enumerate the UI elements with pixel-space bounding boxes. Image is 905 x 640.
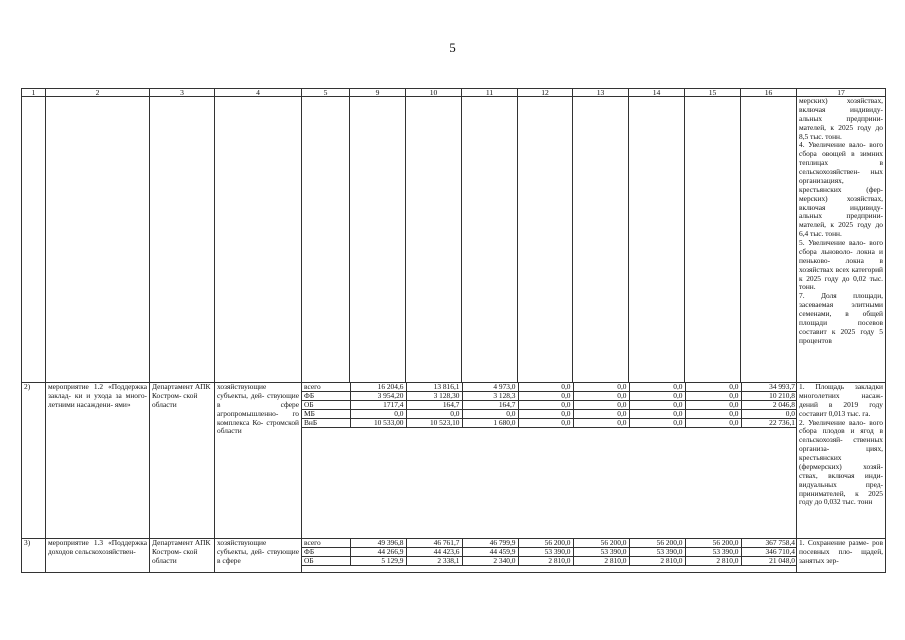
program-table [21,88,886,573]
finance-value: 164,7 [406,401,462,410]
results-text: 1. Сохранение разме- ров посевных пло- щадей, занятых зер- [797,539,886,573]
finance-value: 46 799,9 [462,539,518,548]
finance-value: 0,0 [573,401,629,410]
finance-value: 0,0 [518,401,573,410]
table-row-measure-1-2 [22,383,886,539]
finance-row-mb [302,410,797,419]
results-text: 1. Площадь закладки многолетних насаж- дений в 2019 году составит 0,013 тыс. га. 2. Увеличение вало- вого сбора плодов и ягод в сельскохозяй- ственных организа- циях, крестьянских (фермерских) хозяй- ствах, включая инди- видуальных пред- принимателей, к 2025 году до 0,032 тыс. тонн [797,383,886,539]
finance-row-vnb [302,419,797,428]
finance-value: 367 758,4 [741,539,797,548]
finance-value: 0,0 [573,410,629,419]
header-cell: 10 [406,89,462,97]
finance-value: 3 128,3 [462,392,518,401]
finance-value: 2 810,0 [629,557,685,566]
finance-value: 0,0 [573,419,629,428]
finance-value: 346 710,4 [741,548,797,557]
finance-row-total [302,539,797,548]
participants-text: хозяйствующие субъекты, дей- ствующие в сфере агропромышленно- го комплекса Ко- стромской области [215,383,302,539]
header-cell: 11 [462,89,518,97]
finance-row-ob [302,401,797,410]
header-cell: 4 [215,89,302,97]
header-cell: 17 [797,89,886,97]
finance-value: 0,0 [573,383,629,392]
finance-value: 10 210,8 [741,392,797,401]
finance-value: 49 396,8 [350,539,406,548]
header-cell: 3 [150,89,215,97]
finance-value: 0,0 [685,401,741,410]
finance-value: 0,0 [406,410,462,419]
finance-value: 5 129,9 [350,557,406,566]
finance-value: 53 390,0 [518,548,573,557]
header-cell: 14 [629,89,685,97]
header-cell: 16 [741,89,797,97]
finance-value: 13 816,1 [406,383,462,392]
funding-source: ВнБ [302,419,350,428]
finance-value: 0,0 [462,410,518,419]
continuation-results-text: мерских) хозяйствах, включая индивиду- альных предприни- мателей, к 2025 году до 8,5 тыс. тонн. 4. Увеличение вало- вого сбора овощей в зимних теплицах в сельскохозяйствен- ных организациях, крестьянских (фер- мерских) хозяйствах, включая индивиду- альных предприни- мателей, к 2025 году до 6,4 тыс. тонн. 5. Увеличение вало- вого сбора льноволо- локна и пеньково- локна в хозяйствах всех категорий к 2025 году до 0,02 тыс. тонн. 7. Доля площади, засеваемая элитными семенами, в общей площади посевов составит к 2025 году 5 процентов [797,97,886,383]
finance-value: 0,0 [685,383,741,392]
finance-value: 53 390,0 [573,548,629,557]
funding-source: ОБ [302,557,350,566]
finance-value: 0,0 [629,401,685,410]
executor-name: Департамент АПК Костром- ской области [150,383,215,539]
finance-value: 0,0 [629,410,685,419]
finance-value: 3 128,30 [406,392,462,401]
finance-value: 10 533,00 [350,419,406,428]
finance-value: 10 523,10 [406,419,462,428]
header-cell: 13 [573,89,629,97]
header-cell: 12 [518,89,573,97]
finance-value: 0,0 [629,419,685,428]
continuation-row [22,97,886,383]
header-cell: 5 [302,89,350,97]
header-cell: 1 [22,89,46,97]
finance-table [302,383,797,428]
finance-value: 0,0 [629,383,685,392]
finance-value: 56 200,0 [685,539,741,548]
finance-row-total [302,383,797,392]
finance-value: 0,0 [685,410,741,419]
funding-source: ОБ [302,401,350,410]
finance-value: 53 390,0 [629,548,685,557]
finance-value: 164,7 [462,401,518,410]
finance-value: 44 423,6 [406,548,462,557]
measure-name: мероприятие 1.2 «Поддержка заклад- ки и ухода за много- летними насаждени- ями» [46,383,150,539]
funding-source: всего [302,539,350,548]
finance-block [302,539,797,573]
finance-value: 44 266,9 [350,548,406,557]
finance-value: 1717,4 [350,401,406,410]
finance-value: 0,0 [685,419,741,428]
finance-value: 0,0 [518,419,573,428]
measure-name: мероприятие 1.3 «Поддержка доходов сельскохозяйствен- [46,539,150,573]
funding-source: всего [302,383,350,392]
finance-value: 56 200,0 [573,539,629,548]
finance-value: 2 810,0 [685,557,741,566]
finance-value: 16 204,6 [350,383,406,392]
finance-value: 0,0 [741,410,797,419]
finance-value: 21 048,0 [741,557,797,566]
header-cell: 9 [350,89,406,97]
finance-value: 0,0 [685,392,741,401]
finance-value: 53 390,0 [685,548,741,557]
finance-value: 2 810,0 [518,557,573,566]
participants-text: хозяйствующие субъекты, дей- ствующие в сфере [215,539,302,573]
finance-value: 56 200,0 [518,539,573,548]
finance-value: 34 993,7 [741,383,797,392]
finance-table [302,539,797,566]
finance-row-fb [302,548,797,557]
funding-source: МБ [302,410,350,419]
page-number: 5 [449,40,456,55]
finance-value: 56 200,0 [629,539,685,548]
executor-name: Департамент АПК Костром- ской области [150,539,215,573]
column-number-row [22,89,886,97]
finance-value: 1 680,0 [462,419,518,428]
finance-value: 0,0 [350,410,406,419]
finance-value: 2 810,0 [573,557,629,566]
header-cell: 2 [46,89,150,97]
finance-value: 0,0 [629,392,685,401]
header-cell: 15 [685,89,741,97]
finance-value: 22 736,1 [741,419,797,428]
finance-value: 0,0 [518,383,573,392]
finance-value: 0,0 [518,392,573,401]
row-number: 2) [22,383,46,539]
finance-value: 2 046,8 [741,401,797,410]
finance-row-ob [302,557,797,566]
finance-value: 0,0 [573,392,629,401]
funding-source: ФБ [302,548,350,557]
row-number: 3) [22,539,46,573]
finance-value: 2 340,0 [462,557,518,566]
finance-value: 4 973,0 [462,383,518,392]
table-row-measure-1-3 [22,539,886,573]
finance-row-fb [302,392,797,401]
finance-value: 2 338,1 [406,557,462,566]
finance-value: 3 954,20 [350,392,406,401]
finance-value: 46 761,7 [406,539,462,548]
finance-value: 44 459,9 [462,548,518,557]
funding-source: ФБ [302,392,350,401]
finance-value: 0,0 [518,410,573,419]
finance-block [302,383,797,539]
